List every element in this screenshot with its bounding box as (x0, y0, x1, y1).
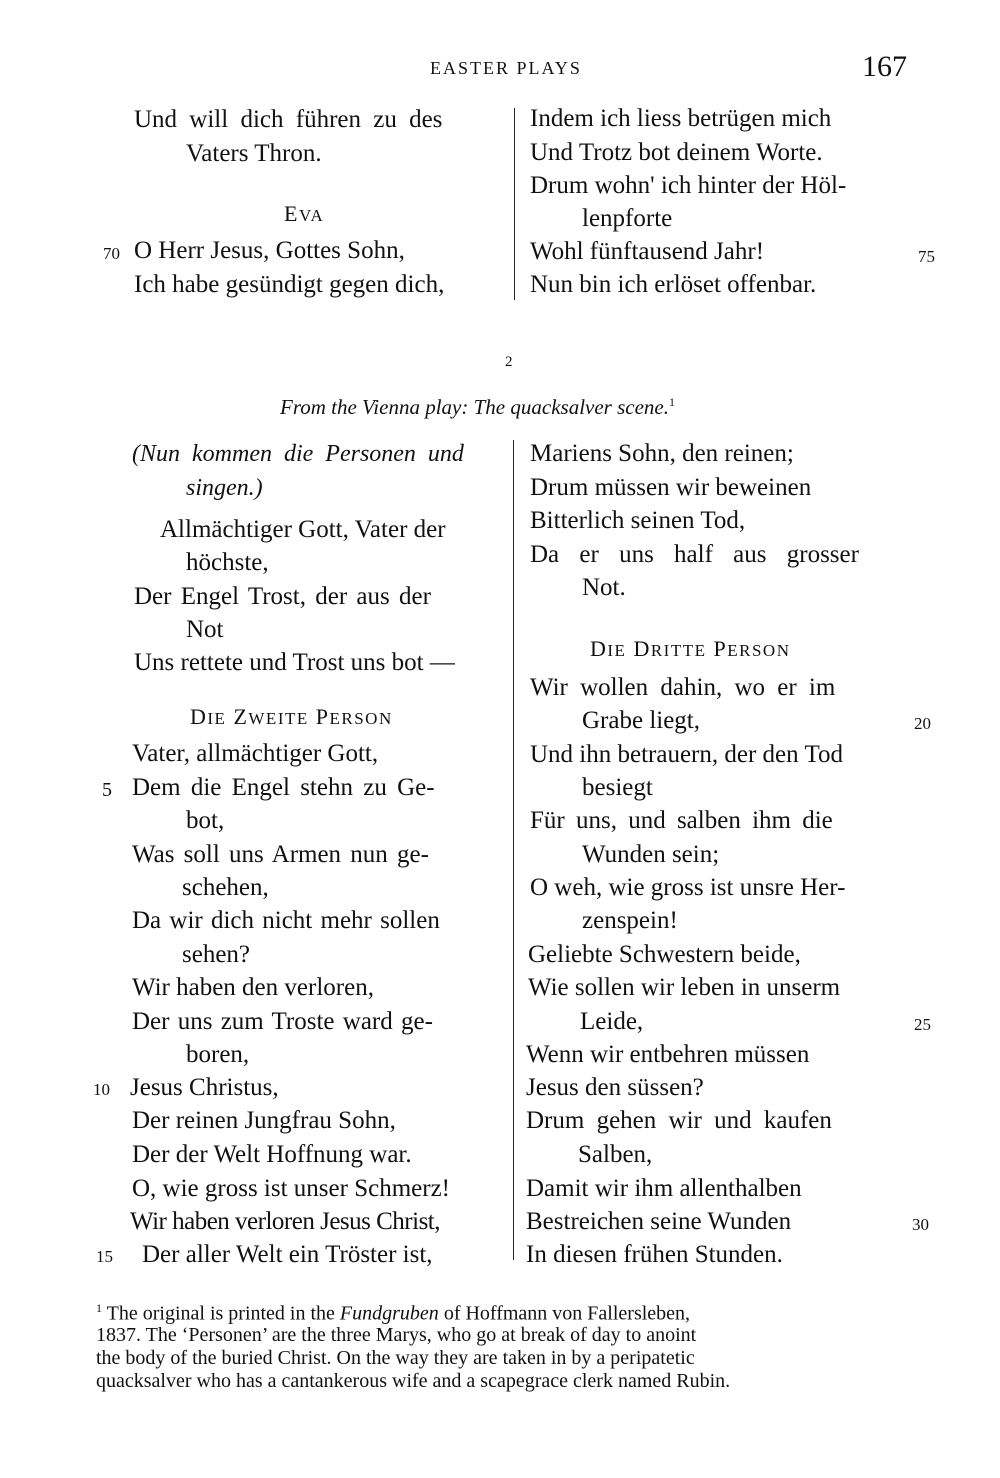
column-rule (514, 108, 515, 300)
verse-line: Vaters Thron. (186, 140, 322, 167)
verse-line: Grabe liegt, (582, 707, 701, 734)
verse-line: Und Trotz bot deinem Worte. (530, 139, 823, 166)
line-number: 10 (93, 1080, 110, 1099)
line-number: 20 (914, 714, 931, 733)
verse-line: Der aller Welt ein Tröster ist, (142, 1241, 433, 1268)
footnote-text: of Hoffmann von Fallersleben, (438, 1302, 691, 1325)
verse-line: Wohl fünftausend Jahr! (530, 238, 765, 265)
verse-line: höchste, (186, 549, 269, 576)
verse-line: Was soll uns Armen nun ge- (132, 841, 429, 868)
subtitle-scene: The quacksalver scene. (473, 395, 669, 419)
verse-line: Für uns, und salben ihm die (530, 807, 833, 834)
verse-line: Der uns zum Troste ward ge- (132, 1008, 433, 1035)
line-number: 15 (96, 1247, 113, 1266)
line-number: 75 (918, 247, 935, 266)
verse-line: Drum wohn' ich hinter der Höl- (530, 172, 847, 199)
verse-line: Leide, (580, 1008, 644, 1035)
verse-line: Not. (582, 574, 626, 601)
page-header (0, 50, 1000, 86)
stage-direction: (Nun kommen die Personen und (132, 441, 464, 467)
verse-line: O Herr Jesus, Gottes Sohn, (134, 237, 405, 264)
verse-line: Wir haben den verloren, (132, 974, 374, 1001)
line-number: 5 (102, 779, 112, 801)
verse-line: Jesus den süssen? (526, 1074, 704, 1101)
page-number: 167 (862, 50, 907, 83)
footnote-line: quacksalver who has a cantankerous wife and a scapegrace clerk named Rubin. (96, 1370, 731, 1392)
verse-line: Der Engel Trost, der aus der (134, 583, 431, 610)
verse-line: In diesen frühen Stunden. (526, 1241, 783, 1268)
footnote-line: the body of the buried Christ. On the way they are taken in by a peripatetic (96, 1347, 695, 1369)
footnote-ref: 1 (668, 395, 675, 409)
verse-line: Allmächtiger Gott, Vater der (160, 516, 446, 543)
section-subtitle (280, 395, 675, 420)
verse-line: Salben, (578, 1141, 653, 1168)
verse-line: Mariens Sohn, den reinen; (530, 440, 794, 467)
verse-line: O, wie gross ist unser Schmerz! (132, 1175, 450, 1202)
column-rule (513, 440, 514, 1260)
footnote-text: The original is printed in the (106, 1302, 340, 1325)
verse-line: Vater, allmächtiger Gott, (132, 740, 379, 767)
verse-line: boren, (186, 1041, 250, 1068)
verse-line: Wir haben verloren Jesus Christ, (130, 1208, 441, 1235)
verse-line: Nun bin ich erlöset offenbar. (530, 271, 817, 298)
stage-direction: singen.) (186, 475, 263, 501)
footnote-mark: 1 (96, 1301, 102, 1315)
footnote-line (96, 1302, 690, 1324)
verse-line: Und ihn betrauern, der den Tod (530, 741, 843, 768)
section-number: 2 (505, 354, 513, 370)
verse-line: Jesus Christus, (130, 1074, 279, 1101)
verse-line: sehen? (182, 941, 251, 968)
verse-line: bot, (186, 807, 225, 834)
verse-line: zenspein! (582, 907, 678, 934)
verse-line: Da wir dich nicht mehr sollen (132, 907, 440, 934)
verse-line: Bestreichen seine Wunden (526, 1208, 792, 1235)
verse-line: Uns rettete und Trost uns bot — (134, 649, 455, 676)
footnote-line: 1837. The ‘Personen’ are the three Marys, who go at break of day to anoint (96, 1324, 697, 1346)
line-number: 70 (103, 244, 120, 263)
verse-line: Wir wollen dahin, wo er im (530, 674, 836, 701)
verse-line: Drum müssen wir beweinen (530, 474, 812, 501)
verse-line: Ich habe gesündigt gegen dich, (134, 271, 445, 298)
verse-line: Drum gehen wir und kaufen (526, 1107, 832, 1134)
verse-line: lenpforte (582, 205, 673, 232)
line-number: 25 (914, 1015, 931, 1034)
verse-line: Und will dich führen zu des (134, 106, 443, 133)
speaker-third-person: DIE DRITTE PERSON (590, 636, 791, 661)
verse-line: Bitterlich seinen Tod, (530, 507, 746, 534)
running-title: EASTER PLAYS (430, 58, 582, 78)
verse-line: Geliebte Schwestern beide, (528, 941, 801, 968)
verse-line: Dem die Engel stehn zu Ge- (132, 774, 435, 801)
verse-line: Der der Welt Hoffnung war. (132, 1141, 412, 1168)
footnote-title: Fundgruben (339, 1302, 439, 1325)
verse-line: Not (186, 616, 224, 643)
verse-line: Wenn wir entbehren müssen (526, 1041, 810, 1068)
verse-line: schehen, (182, 874, 269, 901)
verse-line: Wie sollen wir leben in unserm (528, 974, 841, 1001)
verse-line: Wunden sein; (582, 841, 720, 868)
subtitle-source: From the Vienna play: (280, 395, 474, 419)
speaker-eva: EVA (284, 201, 325, 226)
verse-line: O weh, wie gross ist unsre Her- (530, 874, 846, 901)
verse-line: Damit wir ihm allenthalben (526, 1175, 802, 1202)
verse-line: besiegt (582, 774, 653, 801)
verse-line: Indem ich liess betrügen mich (530, 105, 832, 132)
verse-line: Da er uns half aus grosser (530, 541, 859, 568)
speaker-second-person: DIE ZWEITE PERSON (190, 704, 393, 729)
verse-line: Der reinen Jungfrau Sohn, (132, 1107, 396, 1134)
line-number: 30 (912, 1215, 929, 1234)
